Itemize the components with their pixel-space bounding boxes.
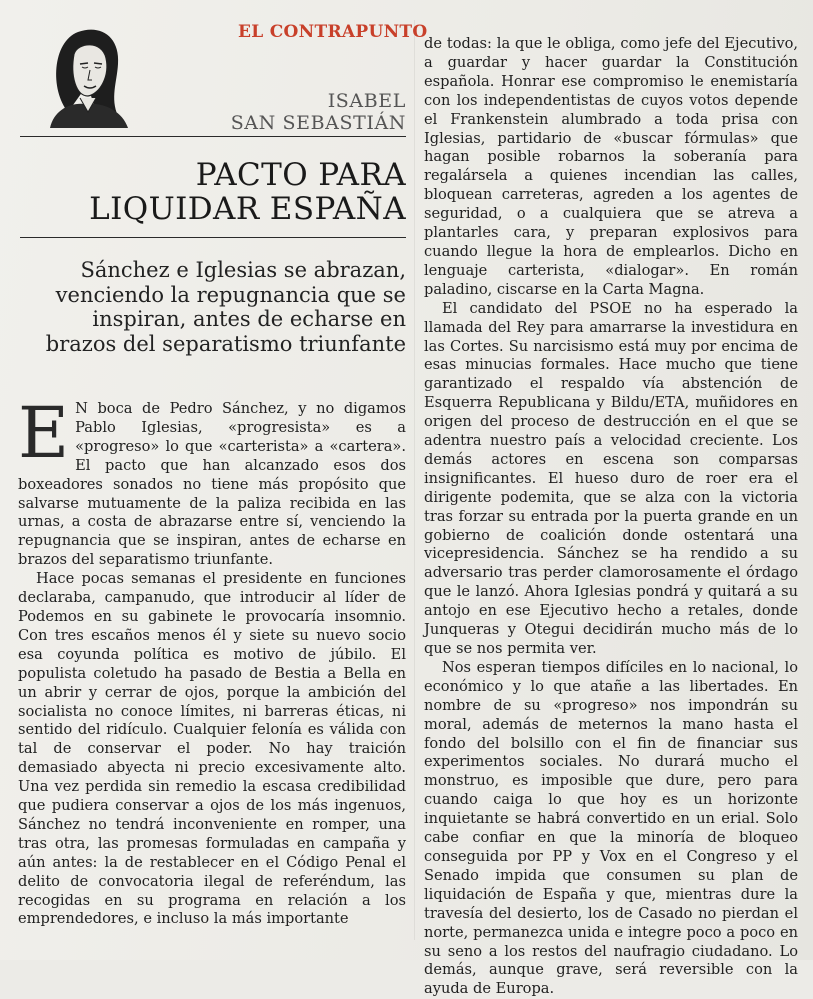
author-surname: SAN SEBASTIÁN (230, 112, 406, 134)
author-name (228, 90, 406, 134)
headline-line-1: PACTO PARA (195, 157, 406, 193)
article-column-right (424, 35, 798, 999)
paragraph-5: Nos esperan tiempos difíciles en lo nacional, lo económico y lo que atañe a las libertades. En nombre de su «progreso» nos impondrán su moral, además de meternos la mano hasta el fondo del bolsillo con el fin de financiar sus experimentos sociales. No durará mucho el monstruo, es imposible que dure, pero para cuando caiga lo que hoy es un horizonte inquietante se habrá convertido en un erial. Solo cabe confiar en que la minoría de bloqueo conseguida por PP y Vox en el Congreso y el Senado impida que consumen su plan de liquidación de España y que, mientras dure la travesía del desierto, los de Casado no pierdan el norte, permanezca unida e integre poco a poco en su seno a los restos del naufragio ciudadano. Lo demás, aunque grave, será reversible con la ayuda de Europa. (424, 658, 798, 998)
paragraph-4: El candidato del PSOE no ha esperado la llamada del Rey para amarrarse la investidura en las Cortes. Su narcisismo está muy por encima de esas minucias formales. Hace mucho que tiene garantizado el respaldo vía abstención de Esquerra Republicana y Bildu/ETA, muñidores en origen del proceso de destrucción en el que se adentra nuestro país a velocidad creciente. Los demás actores en escena son comparsas insignificantes. El hueso duro de roer era el dirigente podemita, que se alza con la victoria tras forzar su entrada por la puerta grande en un gobierno de coalición donde ostentará una vicepresidencia. Sánchez se ha rendido a su adversario tras perder clamorosamente el órdago que le lanzó. Ahora Iglesias pondrá y quitará a su antojo en ese Ejecutivo hecho a retales, donde Junqueras y Otegui decidirán mucho más de lo que se nos permita ver. (424, 299, 798, 657)
rule-top (20, 136, 406, 137)
paragraph-1 (18, 392, 406, 570)
section-label: EL CONTRAPUNTO (238, 22, 428, 42)
paragraph-2: Hace pocas semanas el presidente en funciones declaraba, campanudo, que introducir al líder de Podemos en su gabinete le provocaría insomnio. Con tres escaños menos él y siete su nuevo socio esa coyunda política es motivo de júbilo. El populista coletudo ha pasado de Bestia a Bella en un abrir y cerrar de ojos, porque la ambición del socialista no conoce límites, ni barreras éticas, ni sentido del ridículo. Cualquier felonía es válida con tal de conservar el poder. No hay traición demasiado abyecta ni precio excesivamente alto. Una vez perdida sin remedio la escasa credibilidad que pudiera conservar a ojos de los más ingenuos, Sánchez no tendrá inconveniente en romper, una tras otra, las promesas formuladas en campaña y aún antes: la de restablecer en el Código Penal el delito de convocatoria ilegal de referéndum, las recogidas en su programa en relación a los emprendedores, e incluso la más importante (18, 570, 406, 928)
column-gutter (414, 20, 415, 940)
paragraph-3: de todas: la que le obliga, como jefe del Ejecutivo, a guardar y hacer guardar la Constitución española. Honrar ese compromiso le enemistaría con los independentistas de cuyos votos depende el Frankenstein alumbrado a toda prisa con Iglesias, partidario de «buscar fórmulas» que hagan posible robarnos la soberanía para regalársela a quienes incendian las calles, bloquean carreteras, agreden a los agentes de seguridad, o a cualquiera que se atreva a plantarles cara, y preparan explosivos para cuando llegue la hora de emplearlos. Dicho en lenguaje carterista, «dialogar». En román paladino, ciscarse en la Carta Magna. (424, 35, 798, 298)
rule-middle (20, 237, 406, 238)
author-portrait (40, 20, 135, 128)
paragraph-1-text: N boca de Pedro Sánchez, y no digamos Pablo Iglesias, «progresista» es a «progreso» lo que «carterista» a «cartera». El pacto que han alcanzado esos dos boxeadores sonados no tiene más propósito que salvarse mutuamente de la paliza recibida en las urnas, a costa de abrazarse entre sí, venciendo la repugnancia que se inspiran, antes de echarse en brazos del separatismo triunfante. (18, 400, 406, 569)
subtitle: Sánchez e Iglesias se abrazan, venciendo la repugnancia que se inspiran, antes de echarse en brazos del separatismo triunfante (45, 258, 406, 356)
headline-line-2: LIQUIDAR ESPAÑA (89, 191, 406, 227)
author-first-name: ISABEL (327, 90, 406, 112)
drop-cap: E (18, 392, 70, 474)
headline (60, 158, 406, 226)
article-column-left (18, 392, 406, 929)
